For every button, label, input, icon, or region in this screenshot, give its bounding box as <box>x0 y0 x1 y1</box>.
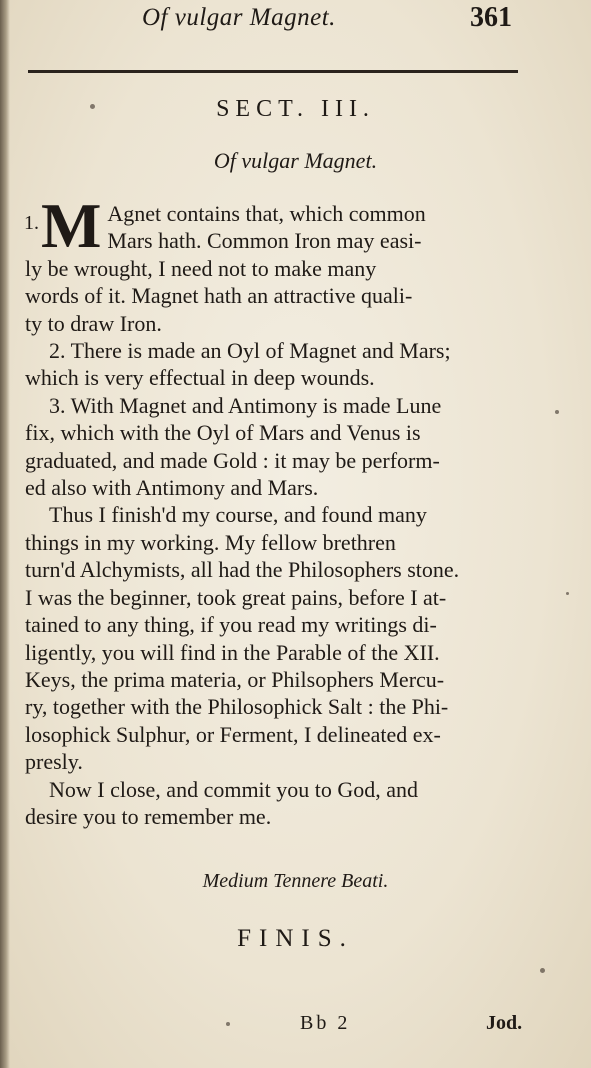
paragraph-1 <box>25 190 525 337</box>
text-line: Agnet contains that, which common <box>107 201 426 226</box>
catchword: Jod. <box>486 1012 523 1034</box>
page-number: 361 <box>470 2 512 33</box>
paragraph-2 <box>25 337 525 392</box>
paragraph-3 <box>25 392 525 502</box>
header-rule <box>28 70 518 73</box>
text-line: Thus I finish'd my course, and found many <box>49 502 427 528</box>
section-heading: SECT. III. <box>216 96 375 122</box>
text-line: 2. There is made an Oyl of Magnet and Mars; <box>49 338 451 364</box>
text-line: fix, which with the Oyl of Mars and Venus is <box>25 420 421 446</box>
text-line: ry, together with the Philosophick Salt : the Phi- <box>25 694 449 720</box>
text-line: Now I close, and commit you to God, and <box>49 776 419 802</box>
text-line: ty to draw Iron. <box>25 310 162 336</box>
text-line: graduated, and made Gold : it may be perform- <box>25 447 440 473</box>
signature-mark: Bb 2 <box>300 1012 351 1034</box>
text-line: I was the beginner, took great pains, before I at- <box>25 584 447 610</box>
running-head <box>0 2 591 42</box>
text-line: 3. With Magnet and Antimony is made Lune <box>49 392 442 418</box>
foxing-spot <box>555 410 559 414</box>
running-head-title: Of vulgar Magnet. <box>142 4 336 31</box>
drop-cap: M <box>41 190 102 261</box>
section-subtitle: Of vulgar Magnet. <box>213 148 378 173</box>
text-line: Mars hath. Common Iron may easi- <box>107 228 422 254</box>
text-line: ly be wrought, I need not to make many <box>25 255 377 281</box>
text-line: losophick Sulphur, or Ferment, I delineated ex- <box>25 721 441 747</box>
text-line: things in my working. My fellow brethren <box>25 529 396 555</box>
text-line: which is very effectual in deep wounds. <box>25 365 375 391</box>
motto: Medium Tennere Beati. <box>202 870 389 892</box>
foxing-spot <box>540 968 545 973</box>
text-line: desire you to remember me. <box>25 803 272 829</box>
foxing-spot <box>90 104 95 109</box>
text-line: ed also with Antimony and Mars. <box>25 475 319 501</box>
text-line: words of it. Magnet hath an attractive quali- <box>25 283 413 309</box>
foxing-spot <box>226 1022 230 1026</box>
text-line: turn'd Alchymists, all had the Philosophers stone. <box>25 557 460 583</box>
paragraph-4 <box>25 501 525 775</box>
text-line: tained to any thing, if you read my writings di- <box>25 612 437 638</box>
finis: FINIS. <box>237 925 354 952</box>
text-line: presly. <box>25 749 83 775</box>
text-line: ligently, you will find in the Parable of the XII. <box>25 639 440 665</box>
body-text <box>25 190 525 830</box>
text-line: Keys, the prima materia, or Philsophers Mercu- <box>25 666 445 692</box>
paragraph-5 <box>25 776 525 831</box>
paragraph-1-number: 1. <box>24 212 39 234</box>
foxing-spot <box>566 592 569 595</box>
